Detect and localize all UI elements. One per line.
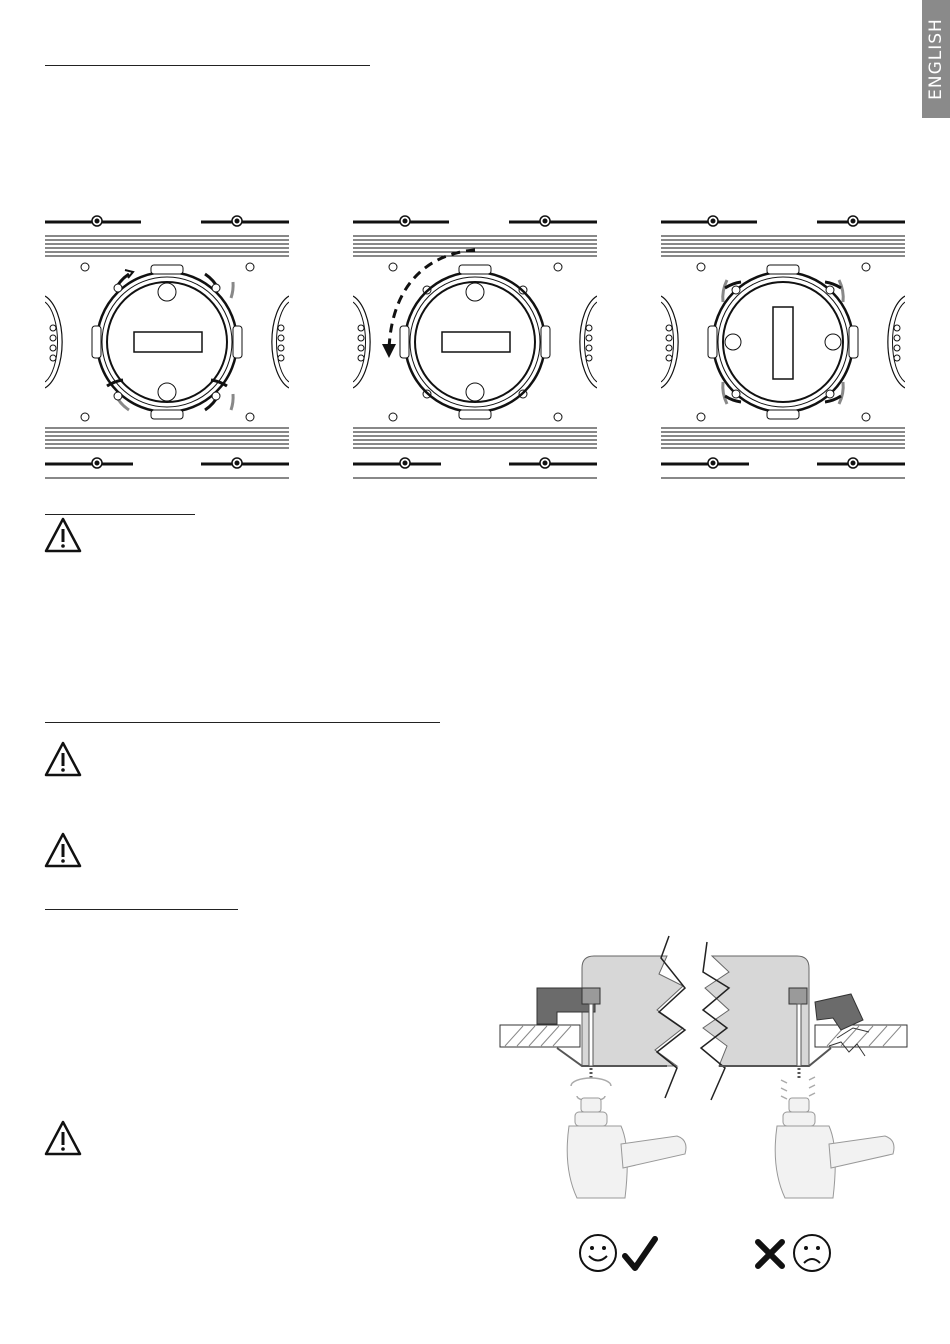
language-tab bbox=[922, 0, 950, 118]
warning-triangle-icon bbox=[44, 517, 82, 553]
checkmark-icon bbox=[622, 1236, 658, 1272]
section-heading-rule-1 bbox=[45, 65, 370, 66]
cross-icon bbox=[752, 1236, 788, 1272]
warning-triangle-icon bbox=[44, 832, 82, 868]
section-heading-rule-2 bbox=[45, 514, 195, 515]
frown-face-icon bbox=[792, 1233, 832, 1273]
section-heading-rule-3 bbox=[45, 722, 440, 723]
speaker-panel-rotate bbox=[353, 210, 597, 480]
smiley-face-icon bbox=[578, 1233, 618, 1273]
speaker-panel-lock bbox=[661, 210, 905, 480]
language-tab-label: ENGLISH bbox=[926, 18, 947, 100]
speaker-panel-unlock bbox=[45, 210, 289, 480]
warning-triangle-icon bbox=[44, 741, 82, 777]
section-heading-rule-4 bbox=[45, 909, 238, 910]
drill-mounting-illustration bbox=[497, 928, 910, 1216]
warning-triangle-icon bbox=[44, 1120, 82, 1156]
